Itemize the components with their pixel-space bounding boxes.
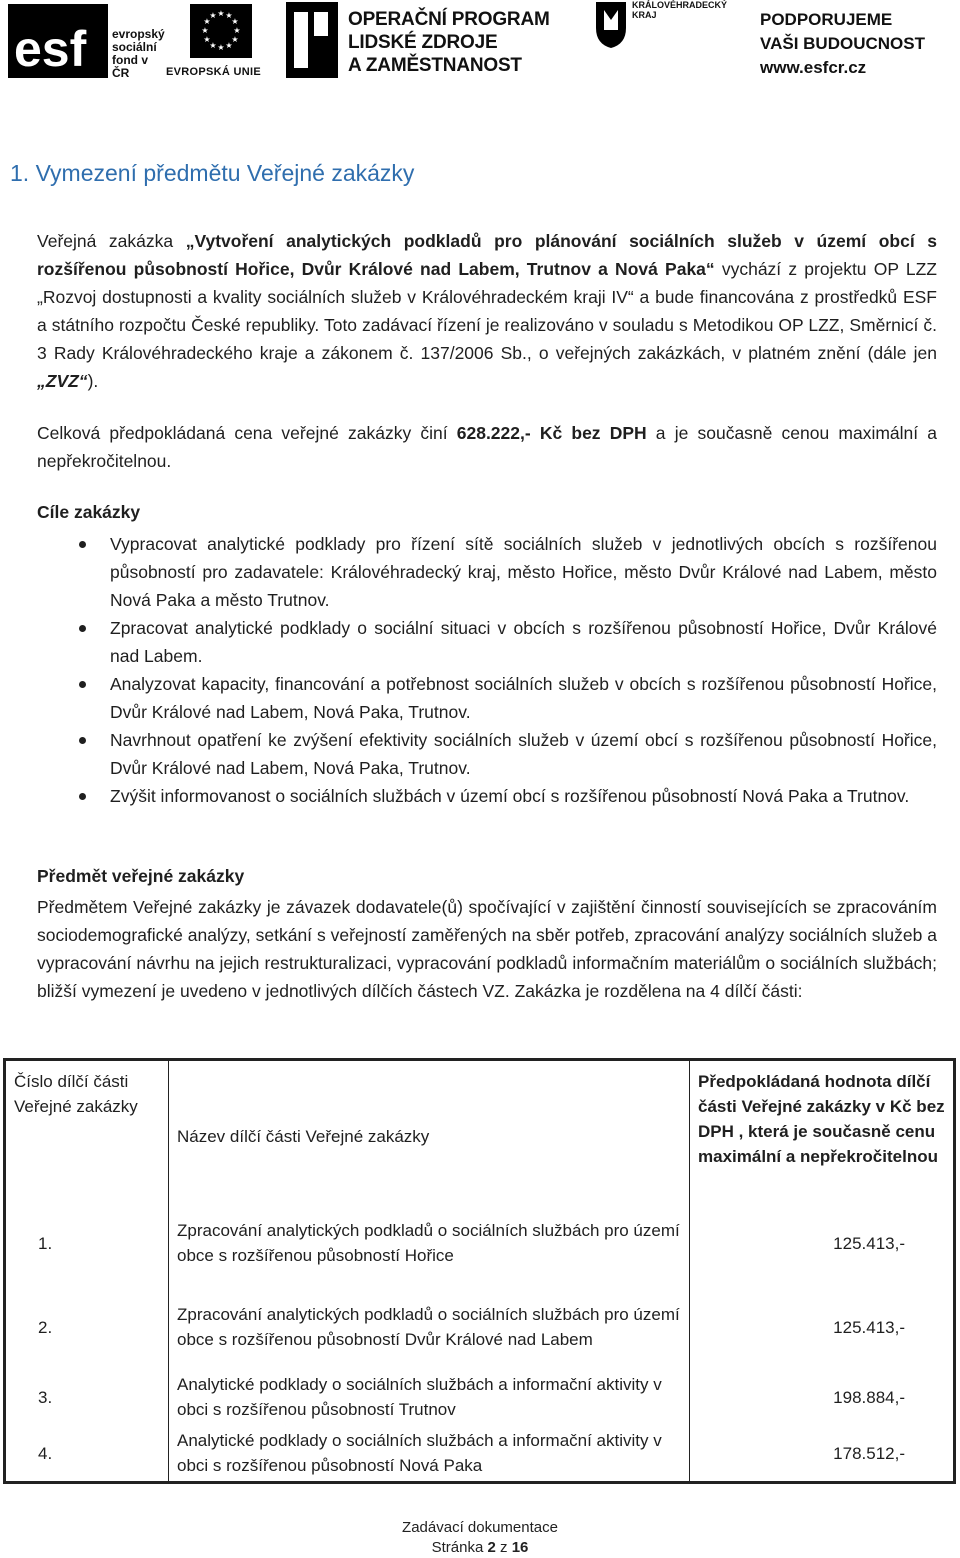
- eu-logo: [166, 4, 278, 78]
- esf-text: evropský sociální fond v ČR: [112, 27, 165, 80]
- op-text: OPERAČNÍ PROGRAM LIDSKÉ ZDROJE A ZAMĚSTNANOST: [348, 9, 550, 76]
- contract-name: „Vytvoření analytických podkladů pro plánování sociálních služeb v území obcí s rozšířenou působností Hořice, Dvůr Králové nad Labem, Trutnov a Nová Paka“: [37, 231, 937, 279]
- list-item: Vypracovat analytické podklady pro řízení sítě sociálních služeb v jednotlivých obcích s rozšířenou působností pro zadavatele: Královéhradecký kraj, město Hořice, město Dvůr Králové nad Labem, město Nová Paka a město Trutnov.: [37, 530, 937, 614]
- page-footer: [0, 1518, 960, 1558]
- list-item: Zpracovat analytické podklady o sociální situaci v obcích s rozšířenou působností Hořice, Dvůr Králové nad Labem.: [37, 614, 937, 670]
- svg-text:esf: esf: [14, 21, 87, 77]
- esf-logo: [8, 4, 165, 80]
- list-item: Zvýšit informovanost o sociálních službách v území obcí s rozšířenou působností Nová Paka a Trutnov.: [37, 782, 937, 810]
- intro-text-1: Veřejná zakázka: [37, 231, 186, 251]
- kraj-crest-icon: [590, 0, 632, 50]
- part-name: Zpracování analytických podkladů o sociálních službách pro území obce s rozšířenou působností Dvůr Králové nad Labem: [169, 1285, 690, 1369]
- subject-paragraph: Předmětem Veřejné zakázky je závazek dodavatele(ů) spočívající v zajištění činností souvisejících se zpracováním sociodemografické analýzy, setkání s veřejností zaměřených na sběr potřeb, zpracování analýzy sociálních služeb a vypracování návrhu na jejich restrukturalizaci, vypracování podkladů informačním materiálům o sociálních službách; bližší vymezení je uvedeno v jednotlivých dílčích částech VZ. Zakázka je rozdělena na 4 dílčí části:: [37, 897, 937, 1001]
- podporujeme-logo: [760, 8, 955, 80]
- part-number: 1.: [5, 1201, 169, 1285]
- zvz-abbrev: „ZVZ“: [37, 371, 88, 391]
- part-number: 3.: [5, 1369, 169, 1425]
- kraj-text: KRÁLOVÉHRADECKÝ KRAJ: [632, 0, 728, 20]
- op-mark-icon: [286, 2, 338, 78]
- svg-text:★: ★: [217, 43, 225, 52]
- table-header-row: [5, 1060, 955, 1202]
- kraj-logo: [590, 0, 750, 80]
- page-number: [0, 1538, 960, 1558]
- part-value: 198.884,-: [833, 1387, 905, 1407]
- page-total: 16: [511, 1539, 529, 1556]
- header-part-name: Název dílčí části Veřejné zakázky: [169, 1060, 690, 1202]
- part-value: 125.413,-: [833, 1233, 905, 1253]
- part-name: Zpracování analytických podkladů o sociálních službách pro území obce s rozšířenou působností Hořice: [169, 1201, 690, 1285]
- section-title: 1. Vymezení předmětu Veřejné zakázky: [10, 160, 415, 186]
- eu-text: EVROPSKÁ UNIE: [166, 66, 261, 78]
- price-text-2: a je současně cenou maximální a nepřekročitelnou.: [37, 423, 938, 471]
- parts-table: [3, 1058, 956, 1484]
- price-text-1: Celková předpokládaná cena veřejné zakázky činí: [37, 423, 457, 443]
- table-row: [5, 1425, 955, 1483]
- header-part-number: Číslo dílčí části Veřejné zakázky: [5, 1060, 169, 1202]
- page-mid: z: [495, 1539, 512, 1556]
- subject-heading: Předmět veřejné zakázky: [37, 866, 245, 886]
- svg-text:★: ★: [231, 35, 239, 44]
- list-item: Analyzovat kapacity, financování a potřebnost sociálních služeb v obcích s rozšířenou působností Hořice, Dvůr Králové nad Labem, Nová Paka, Trutnov.: [37, 670, 937, 726]
- footer-doc-name: Zadávací dokumentace: [402, 1519, 558, 1536]
- total-price: 628.222,- Kč bez DPH: [456, 423, 647, 443]
- table-row: [5, 1201, 955, 1285]
- part-number: 2.: [5, 1285, 169, 1369]
- esf-mark-icon: [8, 4, 108, 78]
- svg-text:★: ★: [209, 11, 217, 20]
- svg-text:★: ★: [225, 11, 233, 20]
- svg-text:★: ★: [203, 35, 211, 44]
- part-name: Analytické podklady o sociálních službách a informační aktivity v obci s rozšířenou působností Nová Paka: [169, 1425, 690, 1483]
- svg-text:★: ★: [203, 17, 211, 26]
- part-number: 4.: [5, 1425, 169, 1483]
- goals-heading: Cíle zakázky: [37, 502, 141, 522]
- list-item: Navrhnout opatření ke zvýšení efektivity sociálních služeb v území obcí s rozšířenou působností Hořice, Dvůr Králové nad Labem, Nová Paka, Trutnov.: [37, 726, 937, 782]
- svg-text:★: ★: [225, 41, 233, 50]
- intro-paragraph: [37, 227, 937, 395]
- header-part-value: Předpokládaná hodnota dílčí části Veřejné zakázky v Kč bez DPH , která je současně cenu maximální a nepřekročitelnou: [698, 1072, 945, 1166]
- intro-text-3: ).: [87, 371, 99, 391]
- svg-text:★: ★: [231, 17, 239, 26]
- page-current: 2: [487, 1539, 496, 1556]
- svg-text:★: ★: [209, 41, 217, 50]
- op-lzz-logo: [286, 2, 556, 80]
- header-logos: [0, 0, 960, 85]
- table-row: [5, 1369, 955, 1425]
- part-value: 125.413,-: [833, 1317, 905, 1337]
- svg-text:★: ★: [233, 26, 241, 35]
- part-name: Analytické podklady o sociálních službách a informační aktivity v obci s rozšířenou působností Trutnov: [169, 1369, 690, 1425]
- intro-text-2: vychází z projektu OP LZZ „Rozvoj dostupnosti a kvality sociálních služeb v Královéhradeckém kraji IV“ a bude financována z prostředků ESF a státního rozpočtu České republiky. Toto zadávací řízení je realizováno v souladu s Metodikou OP LZZ, Směrnicí č. 3 Rady Královéhradeckého kraje a zákonem č. 137/2006 Sb., o veřejných zakázkách, v platném znění (dále jen: [37, 259, 937, 363]
- page-prefix: Stránka: [431, 1539, 488, 1556]
- goals-list: [37, 530, 937, 810]
- svg-text:★: ★: [201, 26, 209, 35]
- podporujeme-text: PODPORUJEME VAŠI BUDOUCNOST www.esfcr.cz: [760, 10, 925, 77]
- part-value: 178.512,-: [833, 1443, 905, 1463]
- svg-text:★: ★: [217, 9, 225, 18]
- price-paragraph: [37, 419, 937, 475]
- table-row: [5, 1285, 955, 1369]
- eu-flag-icon: [190, 4, 252, 58]
